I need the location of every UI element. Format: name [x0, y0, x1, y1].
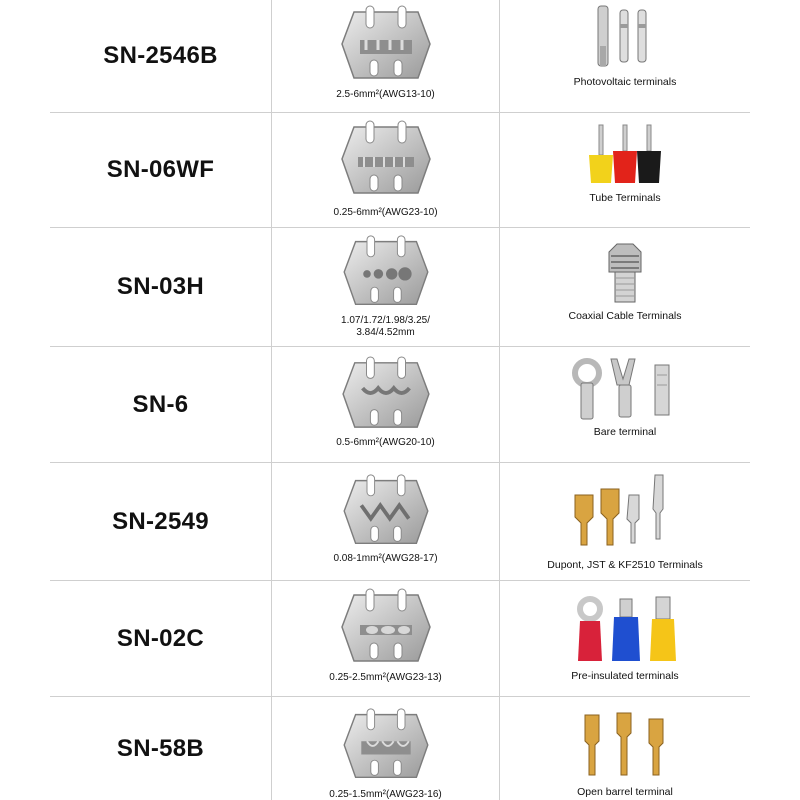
terminal-cell [500, 581, 750, 696]
model-cell [50, 581, 272, 696]
wire-range-text: 0.08-1mm²(AWG28-17) [333, 553, 438, 564]
model-cell [50, 0, 272, 112]
wire-range-text: 2.5-6mm²(AWG13-10) [336, 89, 435, 100]
model-name: SN-6 [132, 390, 189, 418]
terminal-type-label: Photovoltaic terminals [573, 76, 677, 88]
crimp-die-icon [336, 587, 436, 667]
tube-ferrules-icon [575, 123, 675, 189]
terminal-type-label: Bare terminal [593, 426, 657, 438]
terminal-type-label: Tube Terminals [589, 192, 661, 204]
model-name: SN-2546B [103, 42, 218, 69]
table-row [50, 228, 750, 347]
table-row [50, 0, 750, 113]
model-name: SN-02C [116, 624, 205, 652]
model-name: SN-03H [116, 273, 205, 300]
insulated-terminals-icon [560, 595, 690, 665]
model-name: SN-58B [116, 734, 205, 762]
open-barrel-terminals-icon [565, 711, 685, 781]
die-cell [272, 581, 500, 696]
crimp-die-icon [336, 707, 436, 783]
terminal-cell [500, 228, 750, 346]
model-cell [50, 463, 272, 580]
wire-range-text: 0.25-6mm²(AWG23-10) [333, 207, 438, 218]
photovoltaic-pins-icon [580, 2, 670, 72]
dupont-terminals-icon [555, 469, 695, 551]
terminal-cell [500, 113, 750, 227]
wire-range-text: 0.5-6mm²(AWG20-10) [336, 437, 435, 448]
wire-range-text: 0.25-2.5mm²(AWG23-13) [329, 672, 442, 683]
model-cell [50, 347, 272, 462]
wire-range-text: 0.25-1.5mm²(AWG23-16) [329, 789, 442, 800]
terminal-cell [500, 0, 750, 112]
wire-range-text: 1.07/1.72/1.98/3.25/ 3.84/4.52mm [341, 315, 430, 338]
crimp-die-icon [336, 473, 436, 549]
die-cell [272, 228, 500, 346]
crimp-die-icon [336, 4, 436, 84]
die-cell [272, 463, 500, 580]
die-cell [272, 0, 500, 112]
table-row [50, 463, 750, 581]
crimp-die-icon [336, 234, 436, 310]
terminal-cell [500, 463, 750, 580]
terminal-type-label: Dupont, JST & KF2510 Terminals [547, 559, 703, 571]
model-cell [50, 697, 272, 800]
crimp-die-icon [336, 355, 436, 433]
table-row [50, 581, 750, 697]
table-row [50, 347, 750, 463]
crimp-die-icon [336, 119, 436, 199]
model-cell [50, 113, 272, 227]
crimp-die-table [50, 0, 750, 800]
table-row [50, 113, 750, 228]
terminal-type-label: Open barrel terminal [577, 786, 673, 798]
model-name: SN-2549 [112, 507, 209, 535]
model-cell [50, 228, 272, 346]
table-row [50, 697, 750, 800]
terminal-cell [500, 697, 750, 800]
terminal-type-label: Coaxial Cable Terminals [568, 310, 682, 322]
terminal-cell [500, 347, 750, 462]
bare-terminals-icon [565, 355, 685, 425]
die-cell [272, 113, 500, 227]
terminal-type-label: Pre-insulated terminals [571, 670, 679, 682]
die-cell [272, 697, 500, 800]
die-cell [272, 347, 500, 462]
coax-connector-icon [595, 242, 655, 304]
model-name: SN-06WF [106, 156, 215, 183]
